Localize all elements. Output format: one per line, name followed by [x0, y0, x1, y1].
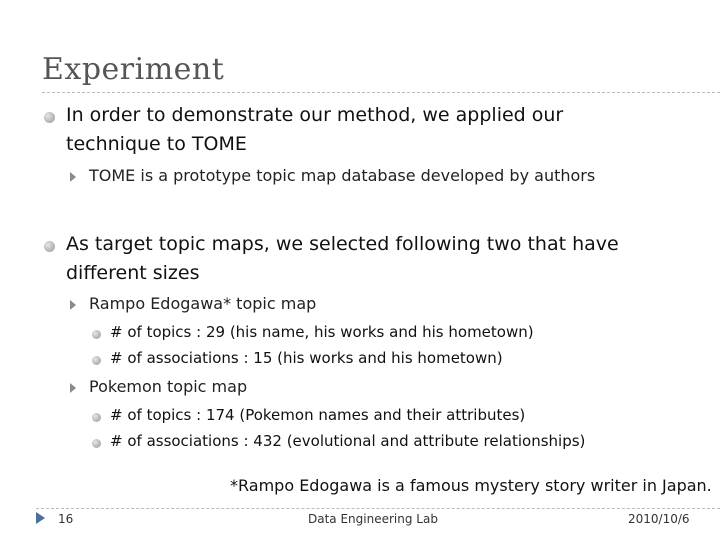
footer-date: 2010/10/6 [628, 512, 690, 526]
sub-bullet-arrow-icon [70, 300, 76, 310]
bullet-dot-icon [44, 112, 55, 123]
bullet-1-line-2: technique to TOME [66, 133, 247, 155]
bullet-2-sub-2-item-2: # of associations : 432 (evolutional and attribute relationships) [110, 432, 586, 450]
bullet-2-sub-1-item-2: # of associations : 15 (his works and his hometown) [110, 349, 503, 367]
bullet-2-sub-2: Pokemon topic map [89, 377, 248, 396]
bullet-dot-icon [92, 330, 101, 339]
bullet-dot-icon [92, 413, 101, 422]
footnote: *Rampo Edogawa is a famous mystery story writer in Japan. [230, 476, 712, 495]
sub-bullet-arrow-icon [70, 172, 76, 182]
bullet-dot-icon [92, 439, 101, 448]
bullet-2-sub-1-item-1: # of topics : 29 (his name, his works and his hometown) [110, 323, 534, 341]
bullet-2-line-2: different sizes [66, 262, 200, 284]
slide-title: Experiment [42, 52, 225, 87]
sub-bullet-arrow-icon [70, 383, 76, 393]
bullet-1-sub-1: TOME is a prototype topic map database developed by authors [89, 166, 596, 185]
bullet-dot-icon [44, 241, 55, 252]
page-number: 16 [58, 512, 74, 526]
footer-divider [36, 508, 720, 509]
bullet-2-sub-2-item-1: # of topics : 174 (Pokemon names and their attributes) [110, 406, 526, 424]
bullet-2-line-1: As target topic maps, we selected following two that have [66, 233, 619, 255]
bullet-2-sub-1: Rampo Edogawa* topic map [89, 294, 317, 313]
title-divider [42, 92, 720, 93]
bullet-1-line-1: In order to demonstrate our method, we applied our [66, 104, 564, 126]
footer-lab-name: Data Engineering Lab [308, 512, 438, 526]
footer-triangle-icon [36, 512, 45, 524]
bullet-dot-icon [92, 356, 101, 365]
